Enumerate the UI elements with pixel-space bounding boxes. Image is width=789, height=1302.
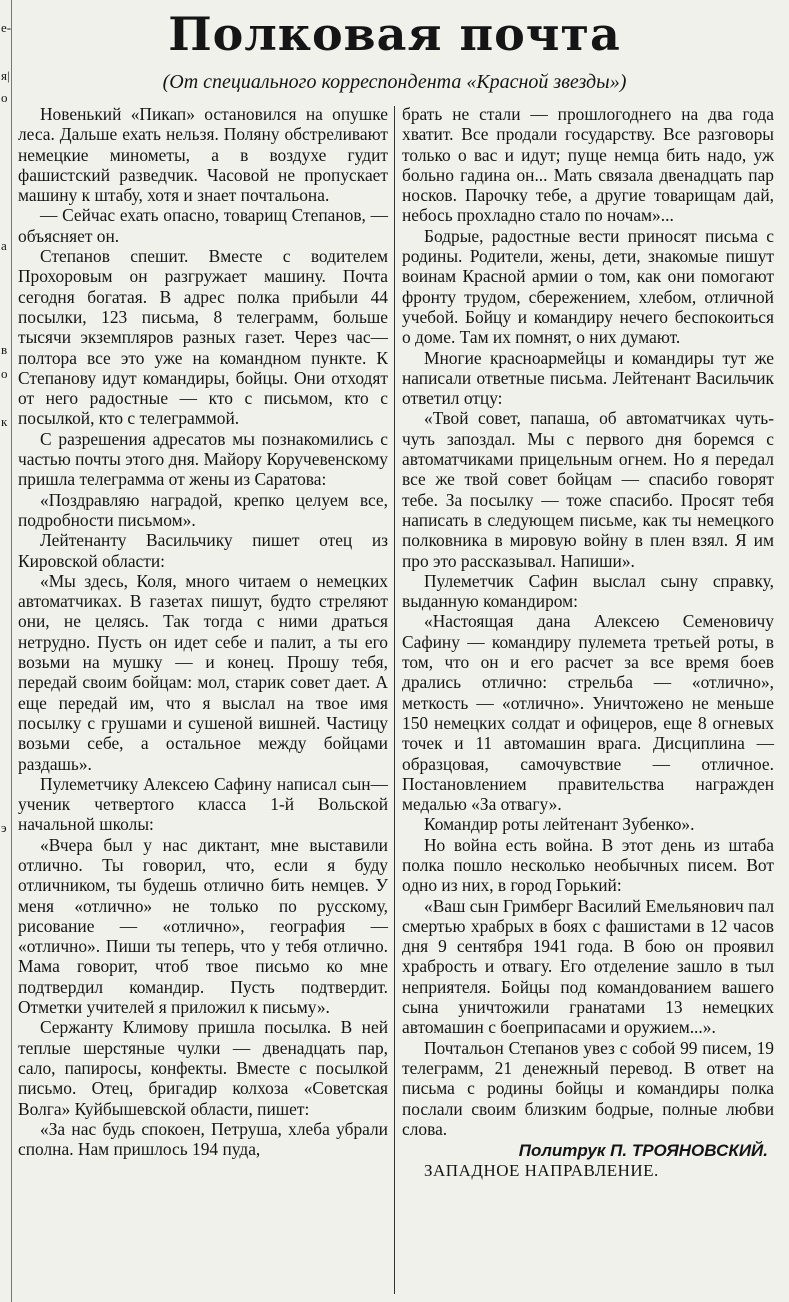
column-divider (394, 106, 395, 1294)
paragraph: «Вчера был у нас диктант, мне выставили отлично. Ты говорил, что, если я буду отличником, ты будешь отлично бить немцев. У меня «отлично» не только по русскому, рисование — «отлично», география — «отлично». Пиши ты теперь, что у тебя отлично. Мама говорит, чтоб твое письмо ко мне подтвердил командир. Пусть подтвердит. Отметки учителей я приложил к письму». (18, 834, 388, 1018)
paragraph: Командир роты лейтенант Зубенко». (424, 814, 695, 835)
paragraph: Многие красноармейцы и командиры тут же написали ответные письма. Лейтенант Васильчик ответил отцу: (402, 347, 774, 409)
article-byline: (От специального корреспондента «Красной звезды») (162, 71, 627, 93)
paragraph: «Ваш сын Гримберг Василий Емельянович пал смертью храбрых в боях с фашистами в 12 часов дня 9 сентября 1941 года. В бою он проявил храбрость и отвагу. Его отделение зашло в тыл неприятеля. Бойцы под командованием вашего сына уничтожили гранатами 13 немецких автомашин с боеприпасами и оружием...». (402, 895, 774, 1038)
paragraph: Лейтенанту Васильчику пишет отец из Кировской области: (18, 530, 388, 571)
edge-fragment: о (1, 366, 8, 381)
edge-fragment: е- (1, 20, 12, 35)
paragraph: Почтальон Степанов увез с собой 99 писем, 19 телеграмм, 21 денежный перевод. В ответ на письма с родины бойцы и командиры полка послали своим близким бодрые, полные любви слова. (402, 1037, 774, 1139)
paragraph: «За нас будь спокоен, Петруша, хлеба убрали сполна. Нам пришлось 194 пуда, (18, 1118, 388, 1160)
edge-fragment: в (1, 342, 8, 357)
paragraph: «Настоящая дана Алексею Семеновичу Сафину — командиру пулемета третьей роты, в том, что он и его расчет за все время боев дрались отлично: стрельба — «отлично», меткость — «отлично». Уничтожено не меньше 150 немецких солдат и офицеров, еще 8 огневых точек и 11 автомашин врага. Дисциплина — образцовая, самочувствие — отличное. Постановлением правительства награжден медалью «За отвагу». (402, 611, 774, 815)
edge-fragment: я| (1, 68, 10, 83)
paragraph: С разрешения адресатов мы познакомились с частью почты этого дня. Майору Коручевенскому пришла телеграмма от жены из Саратова: (18, 428, 388, 490)
paragraph: Но война есть война. В этот день из штаба полка пошло несколько необычных писем. Вот одно из них, в город Горький: (402, 834, 774, 896)
paragraph: Сержанту Климову пришла посылка. В ней теплые шерстяные чулки — двенадцать пар, сало, папиросы, конфекты. Вместе с посылкой письмо. Отец, бригадир колхоза «Советская Волга» Куйбышевской области, пишет: (18, 1017, 388, 1119)
article-column-right (402, 104, 774, 1182)
paragraph: Пулеметчик Сафин выслал сыну справку, выданную командиром: (402, 570, 774, 612)
paragraph: — Сейчас ехать опасно, товарищ Степанов, — объясняет он. (18, 205, 388, 246)
edge-fragment: а (1, 238, 7, 253)
paragraph: «Поздравляю наградой, крепко целуем все, подробности письмом». (18, 489, 388, 530)
paragraph: «Твой совет, папаша, об автоматчиках чуть-чуть запоздал. Мы с первого дня боремся с автоматчиками прицельным огнем. Но я передал все же твой совет бойцам — спасибо говорят тебе. За посылку — тоже спасибо. Просят тебя написать в следующем письме, как ты немецкого полковника в мировую войну в плен взял. Я им про это рассказывал. Напиши». (402, 408, 774, 571)
dateline-location: ЗАПАДНОЕ НАПРАВЛЕНИЕ. (424, 1161, 659, 1181)
article-column-left (18, 104, 388, 1159)
paragraph: брать не стали — прошлогоднего на два года хватит. Все продали государству. Все разговоры только о вас и идут; пуще немца бить надо, уж больно гадина он... Мать связала двенадцать пар носков. Парочку тебе, а другие товарищам дай, небось прохладно стало по ночам»... (402, 104, 774, 226)
author-signature: Политрук П. ТРОЯНОВСКИЙ. (518, 1141, 768, 1161)
paragraph: Бодрые, радостные вести приносят письма с родины. Родители, жены, дети, знакомые пишут воинам Красной армии о том, как они помогают фронту трудом, сбережением, хлебом, отличной учебой. Бойцу и командиру нечего беспокоиться о доме. Там их помнят, о них думают. (402, 225, 774, 348)
article-title: Полковая почта (168, 7, 621, 61)
edge-fragment: о (1, 90, 8, 105)
edge-fragment: э (1, 820, 7, 835)
edge-fragment: к (1, 414, 8, 429)
paragraph: «Мы здесь, Коля, много читаем о немецких автоматчиках. В газетах пишут, будто стреляют они, не целясь. Так тогда с ними драться нетрудно. Пусть он идет себе и палит, а ты его возьми на мушку — и конец. Прошу тебя, передай своим бойцам: мол, старик совет дает. А еще передай им, что я выслал на твое имя посылку с грушами и сушеной вишней. Частицу возьми себе, а остальное между бойцами раздашь». (18, 570, 388, 774)
paragraph: Новенький «Пикап» остановился на опушке леса. Дальше ехать нельзя. Поляну обстреливают немецкие минометы, а в воздухе гудит фашистский разведчик. Часовой не пропускает машину к штабу, хотя и знает почтальона. (18, 104, 388, 206)
paragraph: Степанов спешит. Вместе с водителем Прохоровым он разгружает машину. Почта сегодня богатая. В адрес полка прибыли 44 посылки, 123 письма, 8 телеграмм, больше тысячи экземпляров разных газет. Через час—полтора все это уже на командном пункте. К Степанову идут командиры, бойцы. Они отходят от него радостные — кто с письмом, кто с посылкой, кто с телеграммой. (18, 246, 388, 429)
left-edge-fragments (0, 0, 12, 1302)
article-column-right-body (402, 104, 774, 1139)
paragraph: Пулеметчику Алексею Сафину написал сын—ученик четвертого класса 1-й Вольской начальной школы: (18, 773, 388, 835)
